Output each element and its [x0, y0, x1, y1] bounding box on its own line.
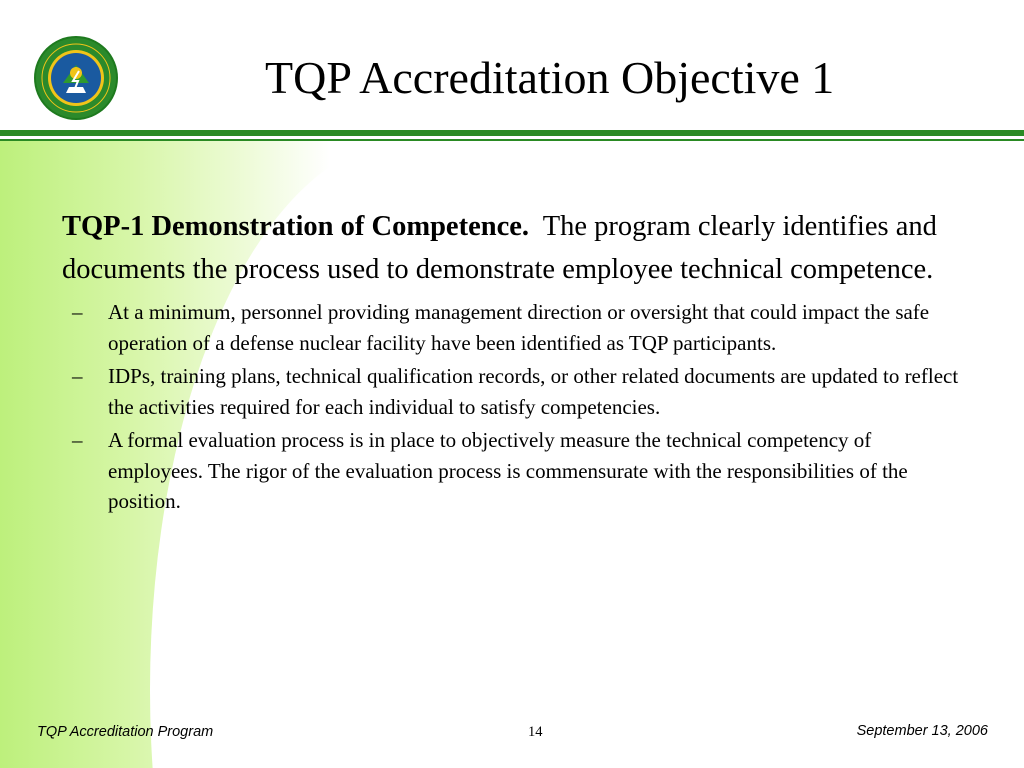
dash-marker: – [72, 300, 83, 324]
dash-marker: – [72, 364, 83, 388]
title-divider [0, 130, 1024, 136]
slide-title: TQP Accreditation Objective 1 [265, 52, 835, 103]
lead-heading: TQP-1 Demonstration of Competence. [62, 211, 529, 242]
doe-seal-logo [33, 35, 119, 121]
title-divider-thin [0, 139, 1024, 141]
sub-item-text: At a minimum, personnel providing management direction or oversight that could impact the safe operation of a defense nuclear facility have been identified as TQP participants. [108, 300, 930, 355]
footer-date: September 13, 2006 [856, 723, 988, 739]
dash-marker: – [72, 428, 83, 452]
sub-item [62, 425, 962, 517]
footer-page-number: 14 [528, 724, 543, 740]
sub-item-list [62, 297, 962, 517]
lead-text: The program clearly identifies and documents the process used to demonstrate employee technical competence. [62, 211, 937, 285]
sub-item [62, 297, 962, 358]
sub-item [62, 361, 962, 422]
sub-item-text: IDPs, training plans, technical qualification records, or other related documents are updated to reflect the activities required for each individual to satisfy competencies. [108, 364, 959, 419]
slide-content [62, 205, 962, 520]
sub-item-text: A formal evaluation process is in place to objectively measure the technical competency of employees. The rigor of the evaluation process is commensurate with the responsibilities of the position. [108, 428, 908, 513]
lead-paragraph [62, 205, 962, 291]
footer-program-name: TQP Accreditation Program [37, 724, 214, 740]
